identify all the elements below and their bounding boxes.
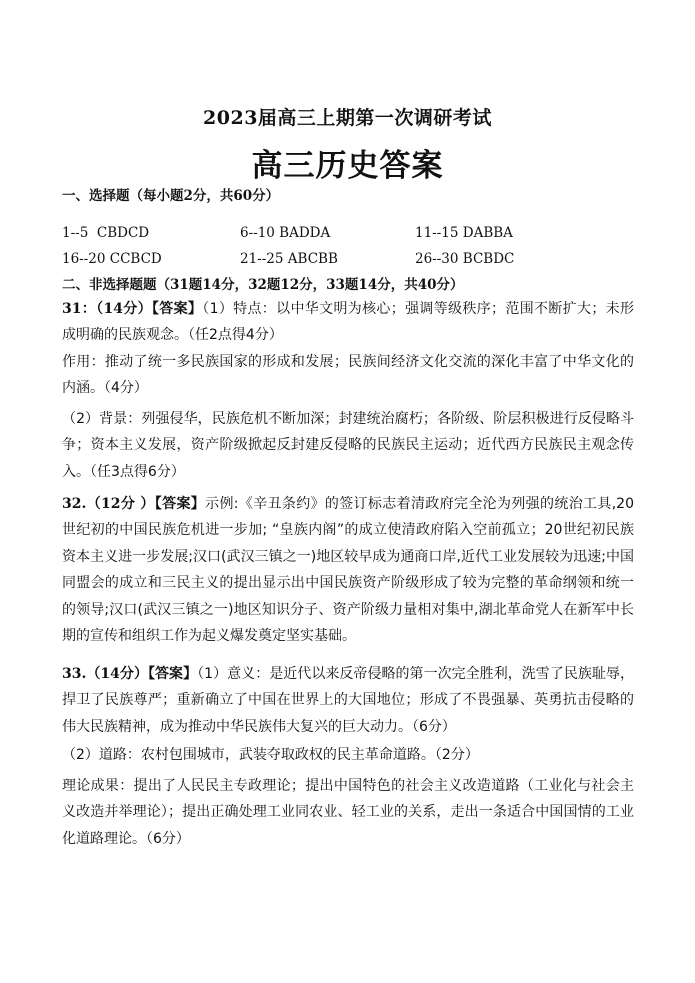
q31-part1 — [62, 296, 634, 349]
mc-answer-group: 11--15 DABBA — [415, 225, 513, 241]
q33-part1-text: （1）意义：是近代以来反帝侵略的第一次完全胜利，洗雪了民族耻辱，捍卫了民族尊严；重新确立了中国在世界上的大国地位；形成了不畏强暴、英勇抗击侵略的伟大民族精神，成为推动中华民族伟大复兴的巨大动力。（6分） — [62, 666, 634, 735]
document-title: 高三历史答案 — [251, 148, 444, 184]
q31-part2: （2）背景：列强侵华，民族危机不断加深；封建统治腐朽；各阶级、阶层积极进行反侵略斗争；资本主义发展，资产阶级掀起反封建反侵略的民族民主运动；近代西方民族民主观念传入。（任3点得6分） — [62, 411, 634, 480]
mc-answer-group: 1--5 CBDCD — [62, 225, 150, 241]
q32-label: 32.（12分 ）【答案】 — [62, 496, 206, 512]
mc-answer-group: 6--10 BADDA — [240, 225, 331, 241]
q31-part1b: 作用：推动了统一多民族国家的形成和发展；民族间经济文化交流的深化丰富了中华文化的内涵。（4分） — [62, 354, 634, 397]
q33-label: 33.（14分）【答案】 — [62, 666, 198, 682]
mc-answer-row-2 — [62, 251, 662, 271]
section-1-heading: 一、选择题（每小题2分，共60分） — [62, 188, 280, 204]
exam-title: 2023届高三上期第一次调研考试 — [203, 107, 492, 129]
mc-answer-group: 26--30 BCBDC — [415, 251, 515, 267]
section-2-heading: 二、非选择题题（31题14分，32题12分，33题14分，共40分） — [62, 277, 464, 293]
q33-part1 — [62, 661, 634, 740]
q31-part1-text: （1）特点：以中华文明为核心；强调等级秩序；范围不断扩大；未形成明确的民族观念。（任2点得4分） — [62, 301, 634, 344]
q32-answer — [62, 491, 634, 649]
q31-label: 31：（14分）【答案】 — [62, 301, 203, 317]
mc-answer-group: 16--20 CCBCD — [62, 251, 162, 267]
q33-part2: （2）道路：农村包围城市，武装夺取政权的民主革命道路。（2分） — [62, 747, 479, 763]
mc-answer-row-1 — [62, 225, 662, 245]
q32-text: 示例:《辛丑条约》的签订标志着清政府完全沦为列强的统治工具,20世纪初的中国民族危机进一步加; “皇族内阁”的成立使清政府陷入空前孤立；20世纪初民族资本主义进一步发展;汉口(武汉三镇之一)地区较早成为通商口岸,近代工业发展较为迅速;中国同盟会的成立和三民主义的提出显示出中国民族资产阶级形成了较为完整的革命纲领和统一的领导;汉口(武汉三镇之一)地区知识分子、资产阶级力量相对集中,湖北革命党人在新军中长期的宣传和组织工作为起义爆发奠定坚实基础。 — [62, 496, 634, 645]
mc-answer-group: 21--25 ABCBB — [240, 251, 338, 267]
q33-part2b: 理论成果：提出了人民民主专政理论；提出中国特色的社会主义改造道路（工业化与社会主义改造并举理论）；提出正确处理工业同农业、轻工业的关系，走出一条适合中国国情的工业化道路理论。（6分） — [62, 778, 634, 847]
